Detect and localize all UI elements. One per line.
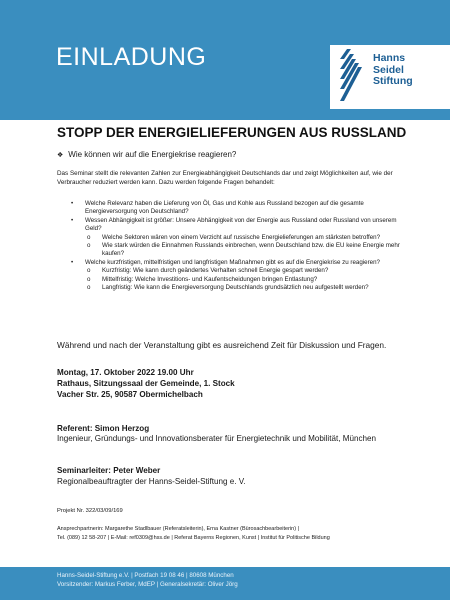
diamond-bullet-icon: ❖ (57, 152, 64, 159)
logo-line: Seidel (373, 63, 404, 76)
seminar-lead-label: Seminarleiter: Peter Weber (57, 466, 161, 475)
event-venue: Rathaus, Sitzungssaal der Gemeinde, 1. Stock (57, 379, 235, 388)
footer-text (57, 572, 238, 589)
sub-question-text: Kurzfristig: Wie kann durch geändertes Verhalten schnell Energie gespart werden? (102, 267, 329, 275)
circle-bullet-icon: o (87, 267, 91, 275)
circle-bullet-icon: o (87, 275, 91, 283)
list-item (57, 217, 402, 259)
discussion-note: Während und nach der Veranstaltung gibt es ausreichend Zeit für Diskussion und Fragen. (57, 340, 387, 350)
subheading (57, 150, 236, 159)
bullet-icon: • (71, 200, 74, 207)
event-date: Montag, 17. Oktober 2022 19.00 Uhr (57, 368, 194, 377)
circle-bullet-icon: o (87, 242, 91, 250)
sub-question-text: Mittelfristig: Welche Investitions- und Kaufentscheidungen bringen Entlastung? (102, 275, 318, 283)
sub-question-text: Langfristig: Wie kann die Energieversorgung Deutschlands grundsätzlich neu aufgestellt werden? (102, 284, 369, 292)
list-item (57, 259, 402, 293)
list-item (57, 200, 402, 217)
sub-question-text: Wie stark würden die Einnahmen Russlands einbrechen, wenn Deutschland bzw. die EU keine Energie mehr kaufen? (102, 242, 400, 258)
logo-line: Hanns (373, 52, 406, 64)
event-details (57, 367, 235, 400)
sub-list-item (85, 276, 402, 284)
sub-question-text: Welche Sektoren wären von einem Verzicht auf russische Energielieferungen am stärksten betroffen? (102, 233, 381, 241)
speaker-description: Ingenieur, Gründungs- und Innovationsberater für Energietechnik und Mobilität, München (57, 434, 377, 443)
footer-line: Hanns-Seidel-Stiftung e.V. | Postfach 19 08 46 | 80608 München (57, 572, 234, 579)
circle-bullet-icon: o (87, 233, 91, 241)
sub-list-item (85, 267, 402, 275)
sub-list (85, 234, 402, 259)
hanns-seidel-logo-mark-icon (338, 49, 364, 103)
logo-line: Stiftung (373, 75, 413, 87)
intro-paragraph: Das Seminar stellt die relevanten Zahlen zur Energieabhängigkeit Deutschlands dar und zeigt Möglichkeiten auf, wie der Verbraucher reduziert werden kann. Dazu werden folgende Fragen behandelt: (57, 170, 393, 186)
sub-list-item (85, 284, 402, 292)
sub-list-item (85, 234, 402, 242)
speaker-label: Referent: Simon Herzog (57, 424, 150, 433)
sub-list-item (85, 242, 402, 259)
footer-line: Vorsitzender: Markus Ferber, MdEP | Generalsekretär: Oliver Jörg (57, 580, 238, 588)
sub-list (85, 267, 402, 292)
seminar-lead-description: Regionalbeauftragter der Hanns-Seidel-Stiftung e. V. (57, 477, 246, 486)
logo (330, 45, 450, 109)
contact-info (57, 525, 330, 542)
bullet-icon: • (71, 258, 74, 266)
contact-line: Ansprechpartnerin: Margarethe Stadlbauer (Referatsleiterin), Erna Kastner (Bürosachbearbeiterin) | (57, 526, 300, 532)
footer-band (0, 567, 450, 600)
event-address: Vacher Str. 25, 90587 Obermichelbach (57, 390, 203, 399)
header-band (0, 0, 450, 120)
circle-bullet-icon: o (87, 284, 91, 292)
question-list (57, 200, 402, 292)
subheading-text: Wie können wir auf die Energiekrise reagieren? (68, 150, 237, 159)
contact-line: Tel. (089) 12 58-207 | E-Mail: ref0309@hss.de | Referat Bayerns Regionen, Kunst | Institut für Politische Bildung (57, 534, 330, 541)
project-number: Projekt Nr. 322/03/09/169 (57, 508, 123, 514)
document-title: STOPP DER ENERGIELIEFERUNGEN AUS RUSSLAND (57, 125, 407, 140)
question-text: Welche Relevanz haben die Lieferung von Öl, Gas und Kohle aus Russland bezogen auf die gesamte Energieversorgung von Deutschland? (85, 200, 364, 216)
logo-text (373, 53, 413, 88)
question-text: Welche kurzfristigen, mittelfristigen und langfristigen Maßnahmen gibt es auf die Energiekrise zu reagieren? (85, 258, 380, 266)
bullet-icon: • (71, 216, 74, 224)
page-title: EINLADUNG (56, 43, 207, 71)
question-text: Wessen Abhängigkeit ist größer: Unsere Abhängigkeit von der Energie aus Russland oder Russland von unserem Geld? (85, 216, 397, 233)
